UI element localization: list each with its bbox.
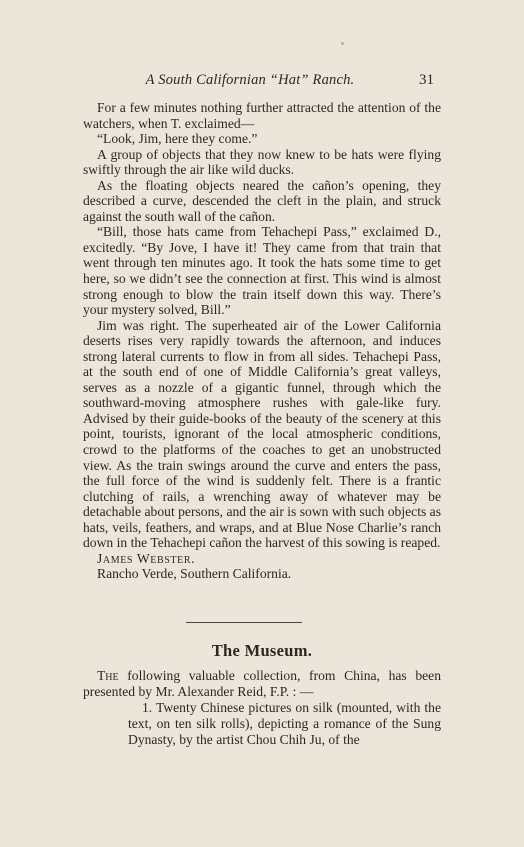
- paragraph: As the floating objects neared the cañon’s opening, they described a curve, descended the cleft in the plain, and struck against the south wall of the cañon.: [83, 177, 441, 224]
- paper-speck: [341, 42, 344, 45]
- paragraph: “Look, Jim, here they come.”: [97, 131, 258, 147]
- running-head: [0, 72, 524, 92]
- intro-text: following valuable collection, from China, has been presented by Mr. Alexander Reid, F.P. : —: [83, 668, 441, 699]
- article-body: [83, 100, 441, 582]
- page-number: 31: [419, 72, 434, 88]
- museum-section: [83, 668, 441, 748]
- section-heading: The Museum.: [211, 641, 313, 660]
- paragraph: “Bill, those hats came from Tehachepi Pass,” exclaimed D., excitedly. “By Jove, I have it! They came from that train that went through ten minutes ago. It took the hats some time to get here, so we didn’t see the connection at first. This wind is almost strong enough to blow the train itself down this way. There’s your mystery solved, Bill.”: [83, 224, 441, 318]
- museum-intro: [83, 668, 441, 700]
- intro-lead-word: The: [97, 668, 119, 683]
- paragraph: Jim was right. The superheated air of the Lower California deserts rises very rapidly towards the afternoon, and induces strong lateral currents to flow in from all sides. Tehachepi Pass, at the south end of one of Middle California’s great valleys, serves as a nozzle of a gigantic funnel, through which the southward-moving atmosphere rushes with gale-like fury. Advised by their guide-books of the beauty of the scenery at this point, tourists, ignorant of the local atmospheric conditions, crowd to the platforms of the coaches to get an unobstructed view. As the train swings around the curve and enters the pass, the full force of the wind is suddenly felt. There is a frantic clutching of rails, a wrenching away of whatever may be detachable about persons, and the air is sown with such objects as hats, veils, feathers, and wraps, and at Blue Nose Charlie’s ranch down in the Tehachepi cañon the harvest of this sowing is reaped.: [83, 317, 441, 551]
- running-head-title: A South Californian “Hat” Ranch.: [145, 72, 355, 88]
- collection-item: 1. Twenty Chinese pictures on silk (mounted, with the text, on ten silk rolls), depicting a romance of the Sung Dynasty, by the artist Chou Chih Ju, of the: [128, 700, 441, 747]
- author-location: Rancho Verde, Southern California.: [97, 566, 292, 582]
- paragraph: A group of objects that they now knew to be hats were flying swiftly through the air like wild ducks.: [83, 146, 441, 178]
- author-signature: James Webster.: [97, 550, 196, 566]
- paragraph: For a few minutes nothing further attracted the attention of the watchers, when T. exclaimed—: [83, 100, 441, 131]
- section-divider: [186, 622, 302, 623]
